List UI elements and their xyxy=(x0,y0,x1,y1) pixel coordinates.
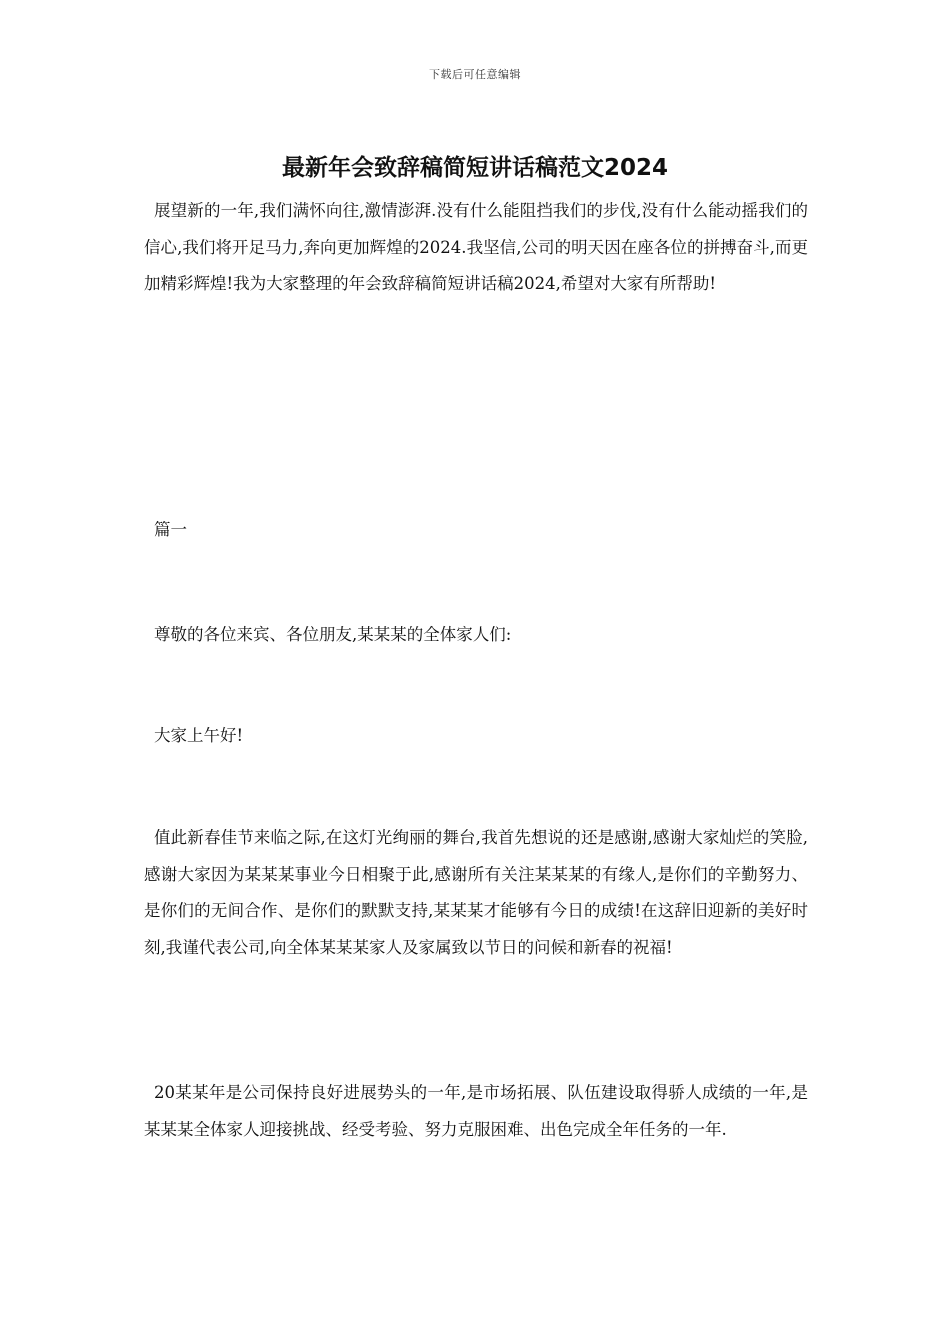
body-paragraph: 值此新春佳节来临之际,在这灯光绚丽的舞台,我首先想说的还是感谢,感谢大家灿烂的笑脸,感谢大家因为某某某事业今日相聚于此,感谢所有关注某某某的有缘人,是你们的辛勤努力、是你们的无间合作、是你们的默默支持,某某某才能够有今日的成绩!在这辞旧迎新的美好时刻,我谨代表公司,向全体某某某家人及家属致以节日的问候和新春的祝福! xyxy=(144,828,808,957)
document-title: 最新年会致辞稿简短讲话稿范文2024 xyxy=(281,155,668,181)
salutation-paragraph: 尊敬的各位来宾、各位朋友,某某某的全体家人们: xyxy=(154,625,512,644)
intro-paragraph: 展望新的一年,我们满怀向往,激情澎湃.没有什么能阻挡我们的步伐,没有什么能动摇我们的信心,我们将开足马力,奔向更加辉煌的2024.我坚信,公司的明天因在座各位的拼搏奋斗,而更加精彩辉煌!我为大家整理的年会致辞稿简短讲话稿2024,希望对大家有所帮助! xyxy=(144,201,808,293)
section-heading: 篇一 xyxy=(154,520,187,539)
body-paragraph: 20某某年是公司保持良好进展势头的一年,是市场拓展、队伍建设取得骄人成绩的一年,是某某某全体家人迎接挑战、经受考验、努力克服困难、出色完成全年任务的一年. xyxy=(144,1083,808,1139)
greeting-paragraph: 大家上午好! xyxy=(154,726,244,745)
header-note: 下载后可任意编辑 xyxy=(429,68,521,81)
